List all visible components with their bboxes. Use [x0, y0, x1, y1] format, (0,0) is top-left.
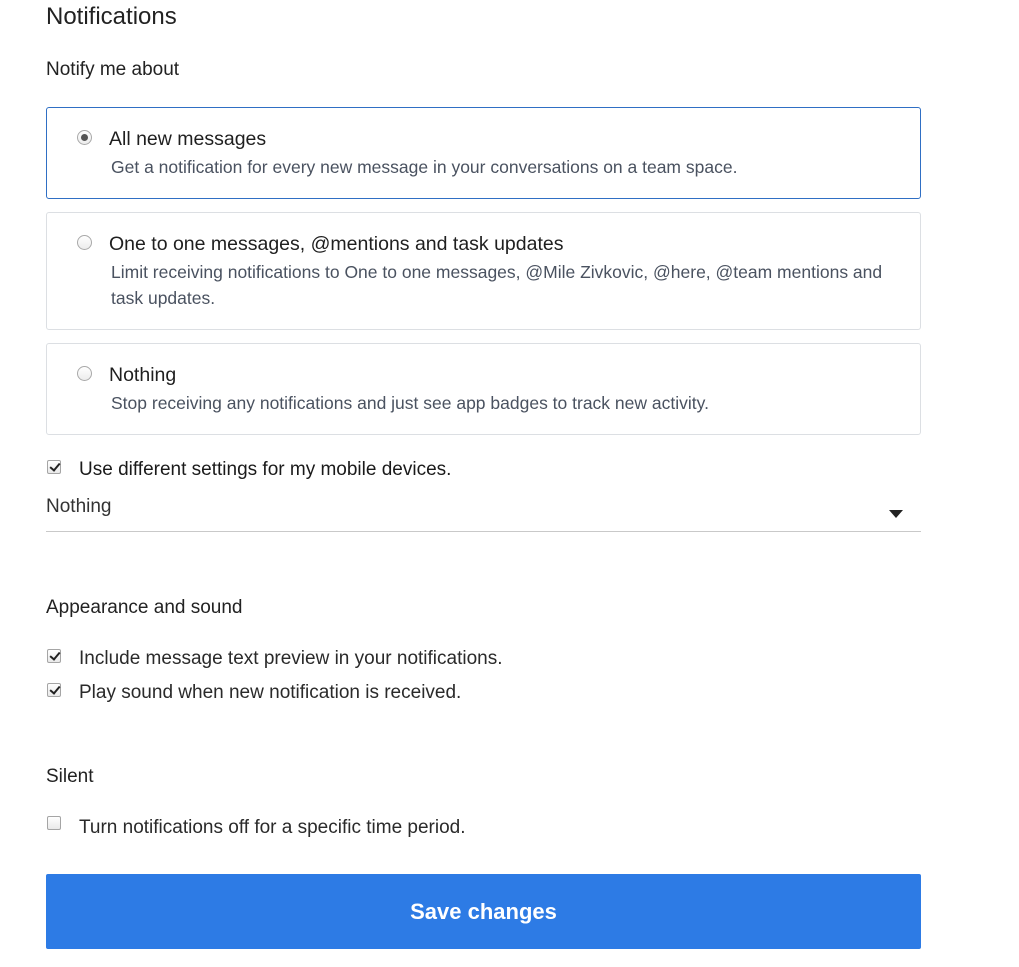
caret-down-icon: [889, 510, 903, 518]
appearance-section-heading: Appearance and sound: [46, 597, 243, 618]
save-changes-button[interactable]: Save changes: [46, 874, 921, 949]
option-description: Get a notification for every new message in your conversations on a team space.: [111, 157, 738, 177]
silent-section-heading: Silent: [46, 766, 94, 787]
play-sound-checkbox[interactable]: [47, 683, 61, 697]
silent-period-checkbox[interactable]: [47, 816, 61, 830]
play-sound-label: Play sound when new notification is received.: [79, 682, 462, 703]
option-all-new-messages[interactable]: [46, 107, 921, 199]
message-preview-checkbox[interactable]: [47, 649, 61, 663]
radio-button[interactable]: [77, 235, 92, 250]
message-preview-label: Include message text preview in your notifications.: [79, 648, 503, 669]
mobile-notify-select-value: Nothing: [46, 496, 112, 517]
radio-button[interactable]: [77, 366, 92, 381]
radio-button-selected[interactable]: [77, 130, 92, 145]
option-title: One to one messages, @mentions and task updates: [109, 233, 564, 255]
mobile-settings-label: Use different settings for my mobile devices.: [79, 459, 452, 480]
option-mentions-and-tasks[interactable]: [46, 212, 921, 330]
option-nothing[interactable]: [46, 343, 921, 435]
option-title: Nothing: [109, 364, 177, 386]
silent-period-label: Turn notifications off for a specific time period.: [79, 817, 466, 838]
option-title: All new messages: [109, 128, 267, 150]
option-description: Stop receiving any notifications and just see app badges to track new activity.: [111, 393, 709, 413]
mobile-settings-checkbox[interactable]: [47, 460, 61, 474]
option-description: Limit receiving notifications to One to one messages, @Mile Zivkovic, @here, @team mentions and task updates.: [111, 262, 883, 308]
page-title: Notifications: [46, 3, 177, 30]
mobile-notify-select[interactable]: [46, 490, 921, 532]
notify-section-heading: Notify me about: [46, 59, 180, 80]
